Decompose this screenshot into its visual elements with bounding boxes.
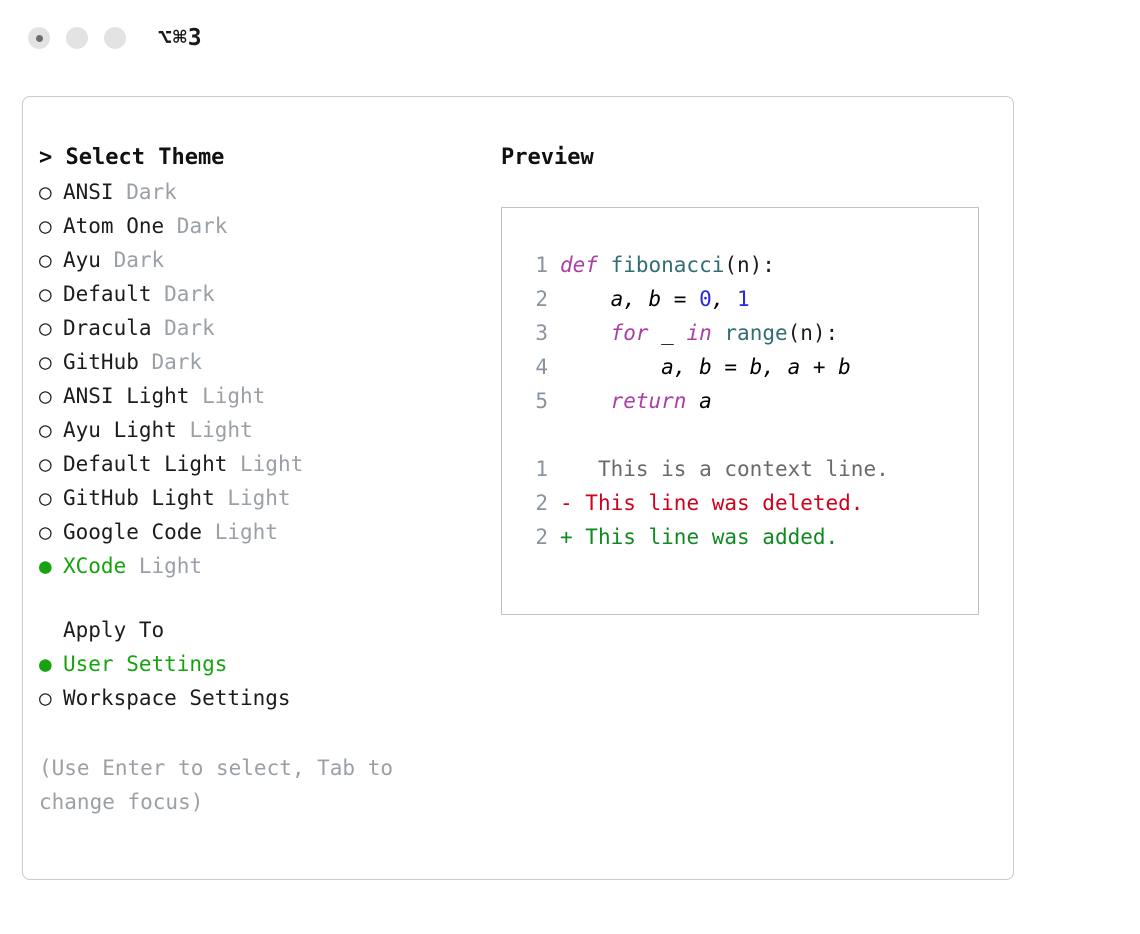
code-token: a [686,389,712,413]
preview-column [485,141,1013,819]
radio-unselected-icon: ○ [39,452,52,476]
code-token: in [686,321,712,345]
theme-list-item[interactable] [39,277,485,311]
line-number: 3 [535,321,548,345]
theme-list-item[interactable] [39,413,485,447]
theme-name: Ayu Light [63,418,177,442]
title-bar [0,0,1140,76]
code-token: a, b = b, a + b [560,355,851,379]
code-token: _ [648,321,687,345]
diff-line [524,486,978,520]
code-token: return [610,389,687,413]
shortcut-label: ⌥⌘3 [158,25,203,51]
theme-variant: Dark [113,180,177,204]
theme-list-item[interactable] [39,515,485,549]
theme-variant: Dark [151,282,215,306]
theme-list-item[interactable] [39,243,485,277]
theme-variant: Light [126,554,203,578]
code-token: fibonacci [610,253,725,277]
theme-list[interactable] [39,175,485,583]
diff-text: This is a context line. [572,457,889,481]
theme-name: GitHub [63,350,139,374]
theme-name: GitHub Light [63,486,215,510]
theme-name: ANSI Light [63,384,190,408]
theme-name: XCode [63,554,127,578]
theme-variant: Light [214,486,291,510]
theme-name: Default Light [63,452,228,476]
theme-list-item[interactable] [39,379,485,413]
line-number: 2 [535,287,548,311]
apply-to-heading: Apply To [63,618,165,642]
code-line [524,384,978,418]
radio-unselected-icon: ○ [39,350,52,374]
radio-unselected-icon: ○ [39,282,52,306]
select-theme-heading: > Select Theme [39,145,225,170]
radio-unselected-icon: ○ [39,520,52,544]
line-number: 2 [535,525,548,549]
apply-to-list[interactable] [39,647,485,715]
code-token: def [560,253,611,277]
radio-selected-icon: ● [39,554,52,578]
apply-to-option[interactable] [39,681,485,715]
theme-variant: Dark [151,316,215,340]
theme-name: Google Code [63,520,203,544]
code-token: 0 [699,287,712,311]
theme-list-item[interactable] [39,345,485,379]
theme-list-item[interactable] [39,549,485,583]
diff-marker: - [560,491,573,515]
code-token: , [711,287,738,311]
theme-list-item[interactable] [39,209,485,243]
code-line [524,316,978,350]
diff-line [524,520,978,554]
code-line [524,282,978,316]
radio-unselected-icon: ○ [39,486,52,510]
radio-unselected-icon: ○ [39,384,52,408]
radio-unselected-icon: ○ [39,418,52,442]
diff-marker: + [560,525,573,549]
theme-variant: Light [227,452,304,476]
code-line [524,248,978,282]
radio-unselected-icon: ○ [39,686,52,710]
theme-variant: Dark [164,214,228,238]
diff-text: This line was added. [572,525,839,549]
code-token: (n): [787,321,839,345]
line-number: 2 [535,491,548,515]
theme-list-item[interactable] [39,481,485,515]
theme-name: Ayu [63,248,101,272]
window-minimize-button[interactable] [66,27,88,49]
preview-box [501,207,979,615]
keyboard-hint: (Use Enter to select, Tab to change focus) [39,756,394,814]
line-number: 1 [535,457,548,481]
radio-unselected-icon: ○ [39,316,52,340]
line-number: 1 [535,253,548,277]
theme-list-item[interactable] [39,175,485,209]
diff-sample [524,452,978,554]
theme-name: Atom One [63,214,165,238]
code-token: range [724,321,788,345]
code-token [560,321,611,345]
diff-line [524,452,978,486]
theme-name: Default [63,282,152,306]
theme-variant: Light [189,384,266,408]
code-spacer [524,418,978,452]
code-token [712,321,725,345]
code-token: a, b = [560,287,700,311]
code-sample [524,248,978,418]
radio-unselected-icon: ○ [39,214,52,238]
theme-name: Dracula [63,316,152,340]
radio-selected-icon: ● [39,652,52,676]
diff-text: This line was deleted. [572,491,864,515]
theme-variant: Light [202,520,278,544]
code-token: 1 [737,287,750,311]
apply-to-option[interactable] [39,647,485,681]
apply-to-label: Workspace Settings [63,686,291,710]
code-line [524,350,978,384]
apply-to-label: User Settings [63,652,228,676]
radio-unselected-icon: ○ [39,180,52,204]
code-token: for [610,321,649,345]
theme-picker-panel [22,96,1014,880]
radio-unselected-icon: ○ [39,248,52,272]
close-dot-icon [36,35,43,42]
theme-variant: Dark [138,350,203,374]
code-token [560,389,611,413]
diff-marker [560,457,573,481]
theme-variant: Light [176,418,253,442]
window-close-button[interactable] [28,27,50,49]
preview-heading: Preview [501,145,594,170]
line-number: 4 [535,355,548,379]
theme-list-item[interactable] [39,311,485,345]
theme-variant: Dark [100,248,165,272]
theme-name: ANSI [63,180,114,204]
theme-selection-column [23,141,485,819]
theme-list-item[interactable] [39,447,485,481]
code-token: (n): [724,253,775,277]
line-number: 5 [535,389,548,413]
window-maximize-button[interactable] [104,27,126,49]
window-controls[interactable] [28,27,126,49]
